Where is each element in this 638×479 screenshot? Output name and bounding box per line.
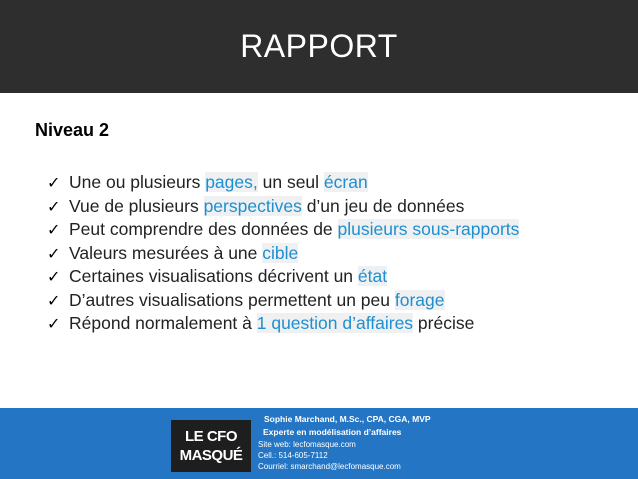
bullet-item <box>47 289 632 313</box>
author-name: Sophie Marchand, M.Sc., CPA, CGA, MVP <box>264 414 431 424</box>
bullet-item <box>47 218 632 242</box>
bullet-text <box>69 266 387 286</box>
checkmark-icon: ✓ <box>47 198 61 216</box>
bullet-segment: Peut comprendre des données de <box>69 219 338 239</box>
checkmark-icon: ✓ <box>47 316 61 333</box>
slide-title: RAPPORT <box>240 28 398 64</box>
highlighted-term: perspectives <box>203 195 302 216</box>
level-heading: Niveau 2 <box>35 120 110 140</box>
bullet-segment: Certaines visualisations décrivent un <box>69 266 358 286</box>
bullet-segment: D’autres visualisations permettent un peu <box>69 289 395 310</box>
bullet-text <box>69 196 464 216</box>
checkmark-icon: ✓ <box>47 269 61 286</box>
bullet-list <box>47 171 632 336</box>
bullet-item <box>47 195 632 219</box>
highlighted-term: 1 question d’affaires <box>256 313 414 333</box>
bullet-item <box>47 312 632 336</box>
bullet-segment: d’un jeu de données <box>301 195 465 216</box>
bullet-item <box>47 171 632 195</box>
logo-line-2: MASQUÉ <box>179 447 243 464</box>
bullet-segment: Une ou plusieurs <box>69 172 206 192</box>
bullet-item <box>47 242 632 266</box>
highlighted-term: forage <box>394 289 445 310</box>
bullet-text <box>69 172 368 192</box>
contact-block <box>258 413 431 472</box>
bullet-segment: un seul <box>257 172 324 192</box>
bullet-segment: Valeurs mesurées à une <box>69 242 263 263</box>
company-logo <box>171 420 251 472</box>
checkmark-icon: ✓ <box>47 245 61 263</box>
highlighted-term: plusieurs sous-rapports <box>337 219 520 239</box>
email-link[interactable]: Courriel: smarchand@lecfomasque.com <box>258 462 401 471</box>
highlighted-term: cible <box>262 242 299 263</box>
bullet-segment: Répond normalement à <box>69 313 257 333</box>
checkmark-icon: ✓ <box>47 292 61 310</box>
highlighted-term: écran <box>323 172 368 192</box>
bullet-text <box>69 313 474 333</box>
title-bar <box>0 0 638 93</box>
website-link[interactable]: Site web: lecfomasque.com <box>258 440 356 449</box>
checkmark-icon: ✓ <box>47 222 61 239</box>
highlighted-term: pages, <box>205 172 258 192</box>
bullet-segment: précise <box>413 313 475 333</box>
bullet-text <box>69 290 445 310</box>
author-role: Experte en modélisation d’affaires <box>263 427 402 437</box>
checkmark-icon: ✓ <box>47 175 61 192</box>
bullet-item <box>47 265 632 289</box>
logo-line-1: LE CFO <box>185 428 237 445</box>
highlighted-term: état <box>357 266 388 286</box>
bullet-segment: Vue de plusieurs <box>69 195 204 216</box>
bullet-text <box>69 219 519 239</box>
phone-number: Cell.: 514-605-7112 <box>258 451 328 460</box>
bullet-text <box>69 243 298 263</box>
